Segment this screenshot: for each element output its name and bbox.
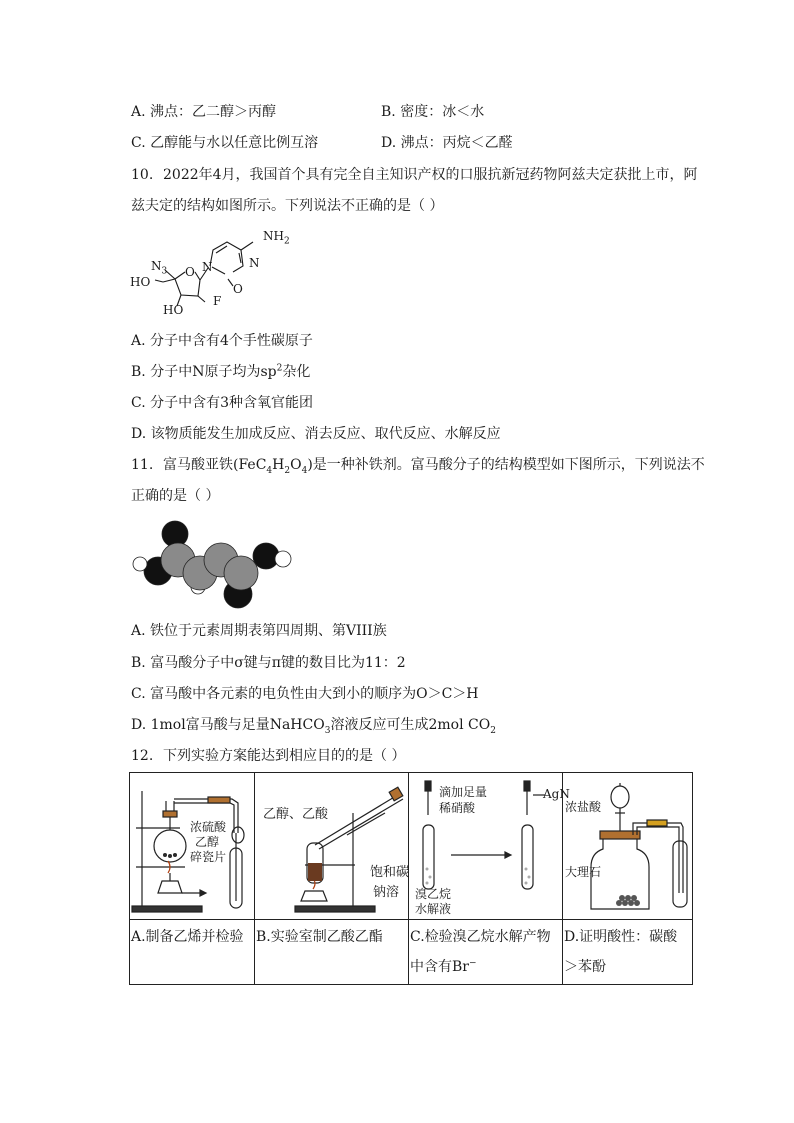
keto-o-label: O	[233, 282, 243, 296]
q9-option-a: A. 沸点：乙二醇＞丙醇	[131, 104, 277, 120]
fluorine-label: F	[213, 294, 222, 308]
q11-number: 11.	[131, 457, 154, 473]
figure-c-label-4: 溴乙烷	[415, 887, 452, 901]
figure-a-label-3: 碎瓷片	[190, 850, 227, 864]
nh2-label: $NH_2$	[263, 229, 290, 247]
figure-a	[130, 773, 254, 919]
caption-d: D.证明酸性：碳酸＞苯酚	[564, 929, 678, 975]
q12-stem: 下列实验方案能达到相应目的的是（ ）	[163, 748, 406, 764]
q10-stem-line1: 2022年4月，我国首个具有完全自主知识产权的口服抗新冠药物阿兹夫定获批上市，阿	[163, 167, 698, 183]
ethylene-apparatus-drawing	[130, 773, 254, 919]
figure-c	[409, 773, 570, 919]
figure-c-label-1: 滴加足量	[439, 785, 488, 799]
fumaric-acid-model-drawing	[128, 516, 293, 611]
caption-b-cell	[255, 920, 409, 985]
figure-a-cell	[130, 773, 255, 920]
q11-option-a: A. 铁位于元素周期表第四周期、第VIII族	[131, 623, 387, 639]
hydroxymethyl-ho-label: HO	[130, 275, 151, 289]
q9-option-b: B. 密度：冰＜水	[381, 104, 485, 120]
figure-row	[130, 773, 693, 920]
figure-d-label-2: 大理石	[565, 865, 602, 879]
caption-row	[130, 920, 693, 985]
caption-c-cell	[409, 920, 563, 985]
figure-a-label-1: 浓硫酸	[190, 820, 227, 834]
ring-n-label: N	[202, 260, 213, 274]
q10-number: 10.	[131, 167, 154, 183]
q11-stem-line2: 正确的是（ ）	[131, 488, 220, 504]
figure-b-label-3: 钠溶	[373, 885, 400, 900]
ring-n-top-label: N	[249, 256, 260, 270]
q11-option-c: C. 富马酸中各元素的电负性由大到小的顺序为O＞C＞H	[131, 686, 479, 702]
q11-option-d: D. 1mol富马酸与足量NaHCO$_3$溶液反应可生成2mol $CO_2$	[131, 717, 496, 736]
figure-d	[563, 773, 692, 919]
q10-option-c: C. 分子中含有3种含氧官能团	[131, 395, 314, 411]
caption-d-cell	[563, 920, 693, 985]
q10-option-d: D. 该物质能发生加成反应、消去反应、取代反应、水解反应	[131, 426, 501, 442]
q9-option-c: C. 乙醇能与水以任意比例互溶	[131, 135, 319, 151]
figure-b-label-1: 乙醇、乙酸	[263, 807, 329, 822]
figure-c-label-2: 稀硝酸	[439, 801, 476, 815]
figure-c-label-5: 水解液	[415, 902, 452, 916]
ring-o-label: O	[185, 265, 195, 279]
fumaric-acid-model	[128, 516, 293, 611]
figure-b-label-2: 饱和碳	[370, 865, 410, 880]
q10-option-a: A. 分子中含有4个手性碳原子	[131, 333, 313, 349]
q9-option-d: D. 沸点：丙烷＜乙醛	[381, 135, 513, 151]
caption-c: C.检验溴乙烷水解产物中含有Br−	[410, 929, 551, 975]
figure-d-label-1: 浓盐酸	[565, 800, 602, 814]
q11-option-b: B. 富马酸分子中σ键与π键的数目比为11：2	[131, 655, 406, 671]
azvudine-structure	[125, 222, 305, 322]
figure-b	[255, 773, 408, 919]
caption-b: B.实验室制乙酸乙酯	[256, 929, 383, 945]
hydroxyl-ho-label: HO	[163, 303, 184, 317]
q11-stem-line1: 富马酸亚铁$(FeC_4H_2O_4)$是一种补铁剂。富马酸分子的结构模型如下图所示，下列说法不	[163, 457, 705, 476]
figure-d-cell	[563, 773, 693, 920]
q12-number: 12.	[131, 748, 154, 764]
figure-a-label-2: 乙醇	[195, 835, 220, 849]
figure-c-cell	[409, 773, 570, 920]
figure-b-cell	[255, 773, 409, 920]
caption-a-cell	[130, 920, 255, 985]
experiment-table	[129, 772, 693, 985]
caption-a: A.制备乙烯并检验	[131, 929, 244, 945]
q10-option-b: B. 分子中N原子均为$sp^2$杂化	[131, 363, 311, 380]
q10-stem-line2: 兹夫定的结构如图所示。下列说法不正确的是（ ）	[131, 198, 444, 214]
figure-c-label-3: AgN	[543, 787, 570, 801]
acidity-apparatus-drawing	[563, 773, 692, 919]
azide-label: $N_3$	[151, 259, 168, 277]
